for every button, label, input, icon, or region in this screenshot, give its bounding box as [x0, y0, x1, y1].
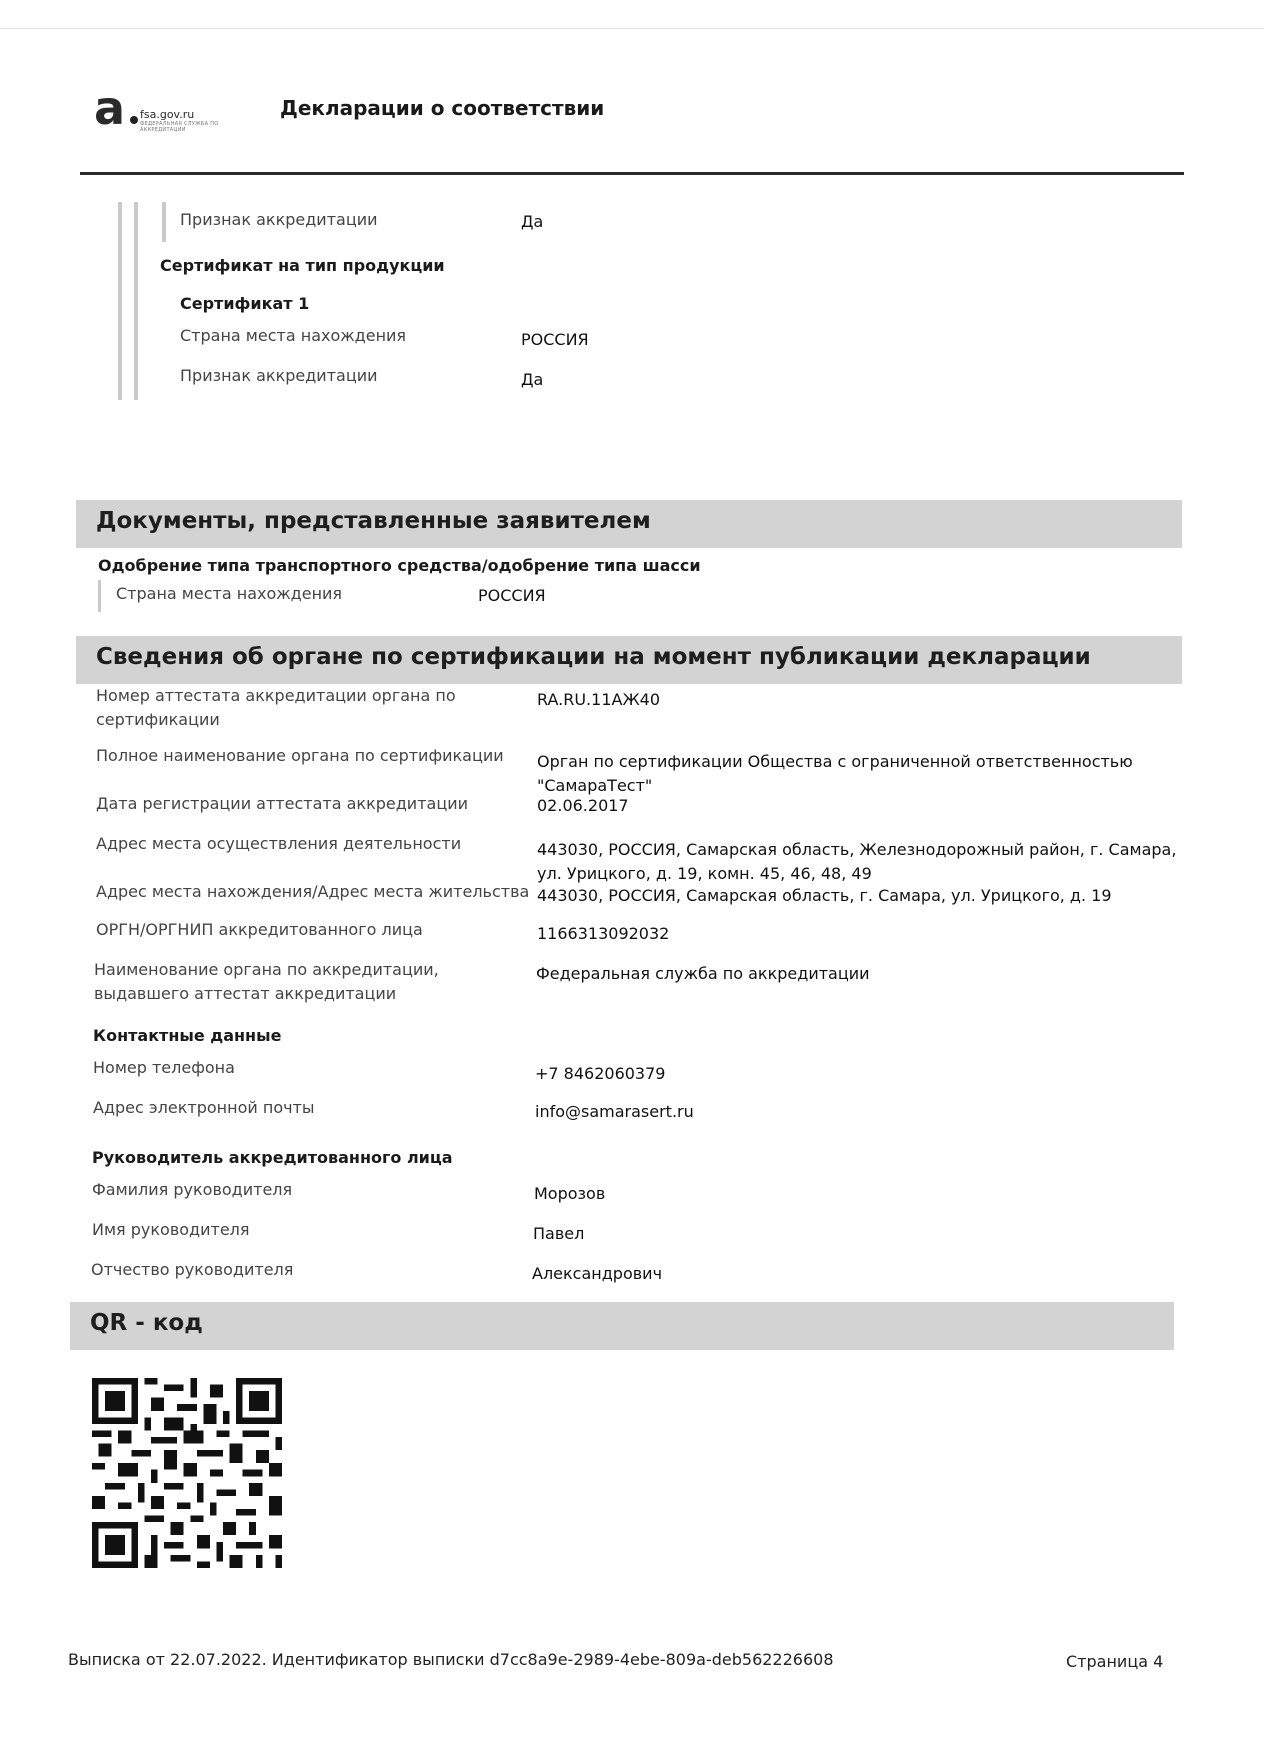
registration-date-label: Дата регистрации аттестата аккредитации: [96, 794, 468, 813]
phone-label: Номер телефона: [93, 1058, 235, 1077]
logo-site-text: fsa.gov.ru: [140, 108, 195, 121]
cert-body-fullname-value: Орган по сертификации Общества с ограниченной ответственностью "СамараТест": [537, 752, 1133, 795]
patronymic-label: Отчество руководителя: [91, 1260, 294, 1279]
documents-nesting-bar: [98, 580, 101, 612]
qr-code-icon: [92, 1378, 282, 1568]
top-scan-edge: [0, 28, 1264, 29]
cert-accreditation-value: Да: [521, 370, 544, 389]
documents-section-header: [76, 500, 1182, 548]
fsa-logo-mark-icon: a: [94, 81, 126, 135]
accreditation-flag-value: Да: [521, 212, 544, 231]
patronymic-value: Александрович: [532, 1264, 663, 1283]
cert-body-section-title: Сведения об органе по сертификации на момент публикации декларации: [96, 644, 1091, 670]
location-address-value: 443030, РОССИЯ, Самарская область, г. Самара, ул. Урицкого, д. 19: [537, 886, 1112, 905]
cert-body-section-header: [76, 636, 1182, 684]
ogrn-label: ОРГН/ОРГНИП аккредитованного лица: [96, 920, 423, 939]
phone-value: +7 8462060379: [535, 1064, 666, 1083]
cert-accreditation-label: Признак аккредитации: [180, 366, 378, 385]
accreditation-number-label: Номер аттестата аккредитации органа по сертификации: [96, 686, 456, 729]
cert-country-value: РОССИЯ: [521, 330, 589, 349]
documents-section-title: Документы, представленные заявителем: [96, 508, 651, 534]
activity-address-value: 443030, РОССИЯ, Самарская область, Железнодорожный район, г. Самара, ул. Урицкого, д. 19, комн. 45, 46, 48, 49: [537, 840, 1177, 883]
contacts-heading: Контактные данные: [93, 1026, 282, 1045]
cert-type-heading: Сертификат на тип продукции: [160, 256, 445, 275]
registration-date-value: 02.06.2017: [537, 796, 629, 815]
head-of-accredited-person-heading: Руководитель аккредитованного лица: [92, 1148, 453, 1167]
email-label: Адрес электронной почты: [93, 1098, 315, 1117]
nesting-bar-1: [118, 202, 122, 400]
qr-section-title: QR - код: [90, 1310, 203, 1336]
fsa-logo[interactable]: [94, 81, 234, 136]
cert-1-heading: Сертификат 1: [180, 294, 310, 313]
surname-value: Морозов: [534, 1184, 606, 1203]
logo-tagline: ФЕДЕРАЛЬНАЯ СЛУЖБА ПО АККРЕДИТАЦИИ: [140, 121, 219, 133]
page-number: Страница 4: [1066, 1652, 1164, 1671]
ogrn-value: 1166313092032: [537, 924, 670, 943]
activity-address-label: Адрес места осуществления деятельности: [96, 834, 462, 853]
nesting-bar-2: [134, 202, 138, 400]
cert-country-label: Страна места нахождения: [180, 326, 407, 345]
first-name-value: Павел: [533, 1224, 585, 1243]
fsa-logo-dot-icon: [130, 116, 138, 124]
page-title: Декларации о соответствии: [280, 96, 605, 120]
qr-section-header: [70, 1302, 1174, 1350]
documents-country-label: Страна места нахождения: [116, 584, 343, 603]
location-address-label: Адрес места нахождения/Адрес места жительства: [96, 882, 530, 901]
email-value: info@samarasert.ru: [535, 1102, 694, 1121]
cert-body-fullname-label: Полное наименование органа по сертификации: [96, 746, 504, 765]
accreditation-flag-label: Признак аккредитации: [180, 210, 378, 229]
first-name-label: Имя руководителя: [92, 1220, 250, 1239]
accreditation-authority-value: Федеральная служба по аккредитации: [536, 964, 870, 983]
vehicle-type-approval-heading: Одобрение типа транспортного средства/одобрение типа шасси: [98, 556, 701, 575]
accreditation-number-value: RA.RU.11АЖ40: [537, 690, 661, 709]
surname-label: Фамилия руководителя: [92, 1180, 293, 1199]
header-divider: [80, 172, 1184, 175]
extract-footer: Выписка от 22.07.2022. Идентификатор выписки d7cc8a9e-2989-4ebe-809a-deb562226608: [68, 1650, 834, 1669]
nesting-bar-3: [162, 202, 166, 242]
accreditation-authority-label: Наименование органа по аккредитации, выдавшего аттестат аккредитации: [94, 960, 439, 1003]
documents-country-value: РОССИЯ: [478, 586, 546, 605]
